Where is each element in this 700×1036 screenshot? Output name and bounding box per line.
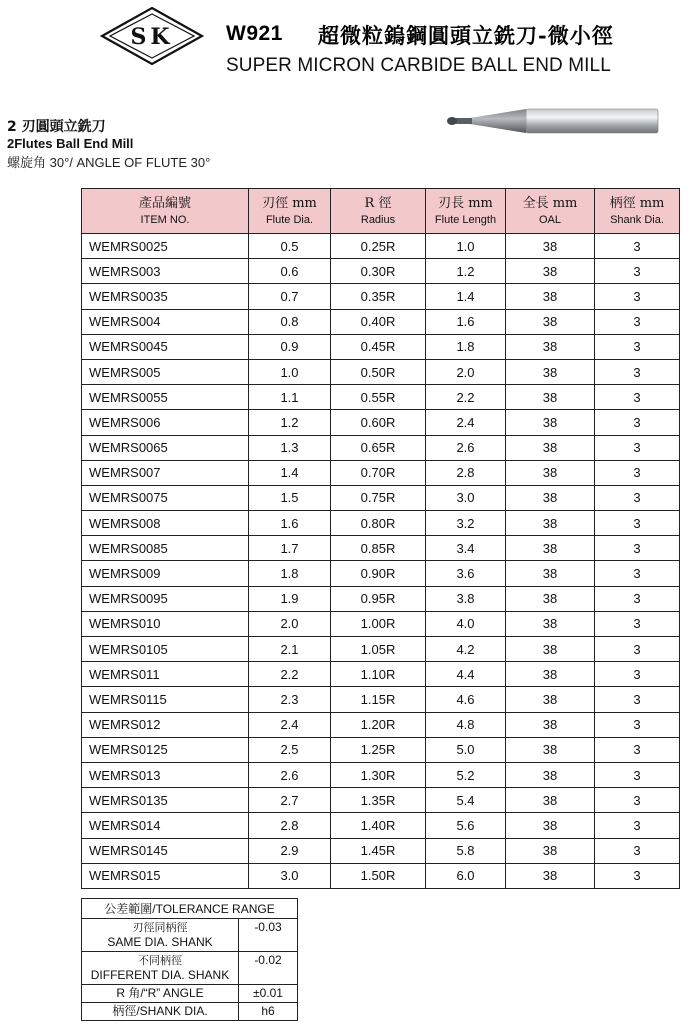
cell-oal: 38 bbox=[506, 611, 595, 636]
cell-item-no: WEMRS0145 bbox=[82, 838, 249, 863]
cell-flute-dia: 1.6 bbox=[249, 511, 331, 536]
cell-radius: 1.45R bbox=[331, 838, 426, 863]
tolerance-label: 不同柄徑 DIFFERENT DIA. SHANK bbox=[82, 952, 239, 985]
table-row bbox=[82, 687, 680, 712]
cell-flute-dia: 1.4 bbox=[249, 460, 331, 485]
table-row bbox=[82, 737, 680, 762]
cell-oal: 38 bbox=[506, 259, 595, 284]
subtitle-english: 2Flutes Ball End Mill bbox=[7, 136, 134, 151]
cell-shank-dia: 3 bbox=[595, 359, 680, 384]
header-shank-dia: 柄徑 mm Shank Dia. bbox=[595, 189, 680, 234]
cell-item-no: WEMRS0075 bbox=[82, 485, 249, 510]
table-header-row bbox=[82, 189, 680, 234]
cell-shank-dia: 3 bbox=[595, 460, 680, 485]
cell-oal: 38 bbox=[506, 586, 595, 611]
cell-flute-length: 1.8 bbox=[426, 334, 506, 359]
cell-shank-dia: 3 bbox=[595, 662, 680, 687]
cell-item-no: WEMRS005 bbox=[82, 359, 249, 384]
cell-item-no: WEMRS0085 bbox=[82, 536, 249, 561]
cell-radius: 1.30R bbox=[331, 762, 426, 787]
cell-oal: 38 bbox=[506, 737, 595, 762]
cell-flute-length: 4.8 bbox=[426, 712, 506, 737]
cell-item-no: WEMRS0095 bbox=[82, 586, 249, 611]
cell-flute-length: 2.0 bbox=[426, 359, 506, 384]
cell-shank-dia: 3 bbox=[595, 586, 680, 611]
cell-radius: 0.75R bbox=[331, 485, 426, 510]
cell-oal: 38 bbox=[506, 234, 595, 259]
flute-angle: 螺旋角 30°/ ANGLE OF FLUTE 30° bbox=[7, 155, 211, 170]
cell-flute-dia: 0.9 bbox=[249, 334, 331, 359]
cell-flute-length: 3.6 bbox=[426, 561, 506, 586]
cell-item-no: WEMRS0025 bbox=[82, 234, 249, 259]
cell-radius: 1.10R bbox=[331, 662, 426, 687]
cell-radius: 0.80R bbox=[331, 511, 426, 536]
cell-item-no: WEMRS0115 bbox=[82, 687, 249, 712]
table-row bbox=[82, 309, 680, 334]
cell-flute-length: 1.0 bbox=[426, 234, 506, 259]
cell-shank-dia: 3 bbox=[595, 737, 680, 762]
cell-flute-length: 6.0 bbox=[426, 863, 506, 888]
cell-item-no: WEMRS003 bbox=[82, 259, 249, 284]
cell-flute-dia: 2.2 bbox=[249, 662, 331, 687]
cell-flute-dia: 1.0 bbox=[249, 359, 331, 384]
table-row bbox=[82, 561, 680, 586]
cell-flute-dia: 2.9 bbox=[249, 838, 331, 863]
cell-oal: 38 bbox=[506, 485, 595, 510]
cell-item-no: WEMRS011 bbox=[82, 662, 249, 687]
table-row bbox=[82, 259, 680, 284]
cell-flute-length: 2.8 bbox=[426, 460, 506, 485]
cell-radius: 1.20R bbox=[331, 712, 426, 737]
tolerance-row bbox=[82, 919, 298, 952]
cell-shank-dia: 3 bbox=[595, 687, 680, 712]
cell-radius: 0.45R bbox=[331, 334, 426, 359]
cell-flute-length: 1.4 bbox=[426, 284, 506, 309]
cell-flute-dia: 1.5 bbox=[249, 485, 331, 510]
cell-flute-length: 3.4 bbox=[426, 536, 506, 561]
cell-flute-dia: 2.4 bbox=[249, 712, 331, 737]
cell-radius: 0.40R bbox=[331, 309, 426, 334]
cell-flute-length: 5.8 bbox=[426, 838, 506, 863]
cell-flute-dia: 2.0 bbox=[249, 611, 331, 636]
cell-item-no: WEMRS0105 bbox=[82, 637, 249, 662]
cell-oal: 38 bbox=[506, 536, 595, 561]
cell-item-no: WEMRS008 bbox=[82, 511, 249, 536]
cell-item-no: WEMRS0065 bbox=[82, 435, 249, 460]
cell-flute-dia: 2.8 bbox=[249, 813, 331, 838]
cell-flute-length: 5.2 bbox=[426, 762, 506, 787]
table-row bbox=[82, 536, 680, 561]
table-row bbox=[82, 435, 680, 460]
cell-item-no: WEMRS0135 bbox=[82, 788, 249, 813]
cell-oal: 38 bbox=[506, 762, 595, 787]
header-radius: R 徑 Radius bbox=[331, 189, 426, 234]
cell-radius: 0.25R bbox=[331, 234, 426, 259]
table-row bbox=[82, 359, 680, 384]
cell-shank-dia: 3 bbox=[595, 536, 680, 561]
cell-radius: 1.50R bbox=[331, 863, 426, 888]
cell-oal: 38 bbox=[506, 687, 595, 712]
cell-radius: 0.90R bbox=[331, 561, 426, 586]
cell-flute-dia: 1.3 bbox=[249, 435, 331, 460]
cell-radius: 0.85R bbox=[331, 536, 426, 561]
cell-item-no: WEMRS0045 bbox=[82, 334, 249, 359]
cell-shank-dia: 3 bbox=[595, 611, 680, 636]
table-row bbox=[82, 485, 680, 510]
table-row bbox=[82, 410, 680, 435]
cell-item-no: WEMRS0055 bbox=[82, 385, 249, 410]
cell-item-no: WEMRS009 bbox=[82, 561, 249, 586]
cell-shank-dia: 3 bbox=[595, 234, 680, 259]
cell-shank-dia: 3 bbox=[595, 309, 680, 334]
cell-shank-dia: 3 bbox=[595, 838, 680, 863]
cell-radius: 1.05R bbox=[331, 637, 426, 662]
cell-item-no: WEMRS015 bbox=[82, 863, 249, 888]
table-row bbox=[82, 334, 680, 359]
table-row bbox=[82, 813, 680, 838]
header-flute-length: 刃長 mm Flute Length bbox=[426, 189, 506, 234]
table-row bbox=[82, 838, 680, 863]
cell-flute-dia: 2.6 bbox=[249, 762, 331, 787]
cell-radius: 1.35R bbox=[331, 788, 426, 813]
cell-radius: 0.70R bbox=[331, 460, 426, 485]
cell-shank-dia: 3 bbox=[595, 284, 680, 309]
title-english: SUPER MICRON CARBIDE BALL END MILL bbox=[226, 55, 611, 76]
cell-radius: 0.55R bbox=[331, 385, 426, 410]
cell-flute-dia: 0.8 bbox=[249, 309, 331, 334]
cell-flute-dia: 0.5 bbox=[249, 234, 331, 259]
cell-flute-length: 4.2 bbox=[426, 637, 506, 662]
tolerance-title: 公差範圍/TOLERANCE RANGE bbox=[82, 899, 298, 919]
cell-flute-length: 3.8 bbox=[426, 586, 506, 611]
cell-oal: 38 bbox=[506, 637, 595, 662]
cell-oal: 38 bbox=[506, 385, 595, 410]
cell-item-no: WEMRS004 bbox=[82, 309, 249, 334]
cell-flute-dia: 2.3 bbox=[249, 687, 331, 712]
cell-flute-length: 2.4 bbox=[426, 410, 506, 435]
cell-flute-length: 2.2 bbox=[426, 385, 506, 410]
cell-radius: 1.15R bbox=[331, 687, 426, 712]
cell-oal: 38 bbox=[506, 561, 595, 586]
cell-item-no: WEMRS013 bbox=[82, 762, 249, 787]
cell-flute-dia: 1.2 bbox=[249, 410, 331, 435]
cell-flute-length: 4.0 bbox=[426, 611, 506, 636]
logo-text: SK bbox=[130, 24, 174, 50]
cell-shank-dia: 3 bbox=[595, 712, 680, 737]
cell-flute-length: 5.6 bbox=[426, 813, 506, 838]
cell-flute-dia: 1.1 bbox=[249, 385, 331, 410]
table-row bbox=[82, 234, 680, 259]
cell-flute-length: 1.6 bbox=[426, 309, 506, 334]
cell-oal: 38 bbox=[506, 511, 595, 536]
tolerance-value: ±0.01 bbox=[239, 985, 298, 1003]
cell-flute-dia: 3.0 bbox=[249, 863, 331, 888]
cell-flute-length: 2.6 bbox=[426, 435, 506, 460]
cell-radius: 0.35R bbox=[331, 284, 426, 309]
cell-shank-dia: 3 bbox=[595, 813, 680, 838]
table-row bbox=[82, 586, 680, 611]
cell-oal: 38 bbox=[506, 838, 595, 863]
cell-shank-dia: 3 bbox=[595, 485, 680, 510]
cell-shank-dia: 3 bbox=[595, 511, 680, 536]
cell-shank-dia: 3 bbox=[595, 762, 680, 787]
tolerance-value: -0.03 bbox=[239, 919, 298, 952]
cell-flute-dia: 2.7 bbox=[249, 788, 331, 813]
cell-flute-dia: 1.9 bbox=[249, 586, 331, 611]
cell-item-no: WEMRS006 bbox=[82, 410, 249, 435]
cell-shank-dia: 3 bbox=[595, 561, 680, 586]
cell-flute-length: 5.0 bbox=[426, 737, 506, 762]
cell-radius: 0.50R bbox=[331, 359, 426, 384]
tolerance-row bbox=[82, 985, 298, 1003]
table-row bbox=[82, 460, 680, 485]
model-number: W921 bbox=[226, 22, 283, 45]
cell-item-no: WEMRS0125 bbox=[82, 737, 249, 762]
cell-radius: 0.65R bbox=[331, 435, 426, 460]
cell-oal: 38 bbox=[506, 813, 595, 838]
cell-shank-dia: 3 bbox=[595, 334, 680, 359]
cell-flute-length: 5.4 bbox=[426, 788, 506, 813]
tolerance-label: 刃徑同柄徑 SAME DIA. SHANK bbox=[82, 919, 239, 952]
table-row bbox=[82, 611, 680, 636]
cell-item-no: WEMRS012 bbox=[82, 712, 249, 737]
table-row bbox=[82, 385, 680, 410]
cell-flute-length: 4.6 bbox=[426, 687, 506, 712]
cell-flute-length: 4.4 bbox=[426, 662, 506, 687]
spec-table bbox=[81, 188, 680, 889]
tolerance-label: R 角/“R” ANGLE bbox=[82, 985, 239, 1003]
header-item-no: 產品編號 ITEM NO. bbox=[82, 189, 249, 234]
cell-radius: 0.30R bbox=[331, 259, 426, 284]
cell-flute-dia: 0.7 bbox=[249, 284, 331, 309]
cell-oal: 38 bbox=[506, 334, 595, 359]
header-oal: 全長 mm OAL bbox=[506, 189, 595, 234]
cell-oal: 38 bbox=[506, 309, 595, 334]
cell-shank-dia: 3 bbox=[595, 788, 680, 813]
tolerance-table bbox=[81, 898, 298, 1021]
cell-flute-dia: 2.5 bbox=[249, 737, 331, 762]
cell-oal: 38 bbox=[506, 788, 595, 813]
tolerance-value: -0.02 bbox=[239, 952, 298, 985]
title-chinese: 超微粒鎢鋼圓頭立銑刀-微小徑 bbox=[318, 23, 614, 48]
tolerance-row bbox=[82, 1003, 298, 1021]
cell-flute-length: 1.2 bbox=[426, 259, 506, 284]
cell-item-no: WEMRS0035 bbox=[82, 284, 249, 309]
cell-flute-length: 3.0 bbox=[426, 485, 506, 510]
ball-end-mill-image bbox=[438, 106, 660, 136]
subtitle-chinese: 2 刃圓頭立銑刀 bbox=[7, 119, 106, 135]
cell-flute-dia: 2.1 bbox=[249, 637, 331, 662]
cell-radius: 1.00R bbox=[331, 611, 426, 636]
cell-flute-dia: 1.8 bbox=[249, 561, 331, 586]
cell-shank-dia: 3 bbox=[595, 637, 680, 662]
tolerance-label: 柄徑/SHANK DIA. bbox=[82, 1003, 239, 1021]
cell-flute-dia: 0.6 bbox=[249, 259, 331, 284]
cell-shank-dia: 3 bbox=[595, 435, 680, 460]
cell-item-no: WEMRS010 bbox=[82, 611, 249, 636]
tolerance-value: h6 bbox=[239, 1003, 298, 1021]
table-row bbox=[82, 762, 680, 787]
cell-shank-dia: 3 bbox=[595, 410, 680, 435]
sk-diamond-logo bbox=[100, 6, 204, 66]
table-row bbox=[82, 511, 680, 536]
table-row bbox=[82, 284, 680, 309]
cell-flute-dia: 1.7 bbox=[249, 536, 331, 561]
table-row bbox=[82, 788, 680, 813]
table-row bbox=[82, 863, 680, 888]
cell-oal: 38 bbox=[506, 435, 595, 460]
cell-oal: 38 bbox=[506, 712, 595, 737]
cell-oal: 38 bbox=[506, 460, 595, 485]
cell-oal: 38 bbox=[506, 410, 595, 435]
cell-oal: 38 bbox=[506, 863, 595, 888]
cell-item-no: WEMRS014 bbox=[82, 813, 249, 838]
table-row bbox=[82, 637, 680, 662]
table-row bbox=[82, 662, 680, 687]
tolerance-row bbox=[82, 952, 298, 985]
cell-shank-dia: 3 bbox=[595, 385, 680, 410]
cell-radius: 1.40R bbox=[331, 813, 426, 838]
cell-item-no: WEMRS007 bbox=[82, 460, 249, 485]
cell-flute-length: 3.2 bbox=[426, 511, 506, 536]
cell-oal: 38 bbox=[506, 284, 595, 309]
cell-radius: 0.95R bbox=[331, 586, 426, 611]
cell-shank-dia: 3 bbox=[595, 259, 680, 284]
table-row bbox=[82, 712, 680, 737]
cell-oal: 38 bbox=[506, 359, 595, 384]
cell-oal: 38 bbox=[506, 662, 595, 687]
cell-shank-dia: 3 bbox=[595, 863, 680, 888]
cell-radius: 0.60R bbox=[331, 410, 426, 435]
cell-radius: 1.25R bbox=[331, 737, 426, 762]
header-flute-dia: 刃徑 mm Flute Dia. bbox=[249, 189, 331, 234]
